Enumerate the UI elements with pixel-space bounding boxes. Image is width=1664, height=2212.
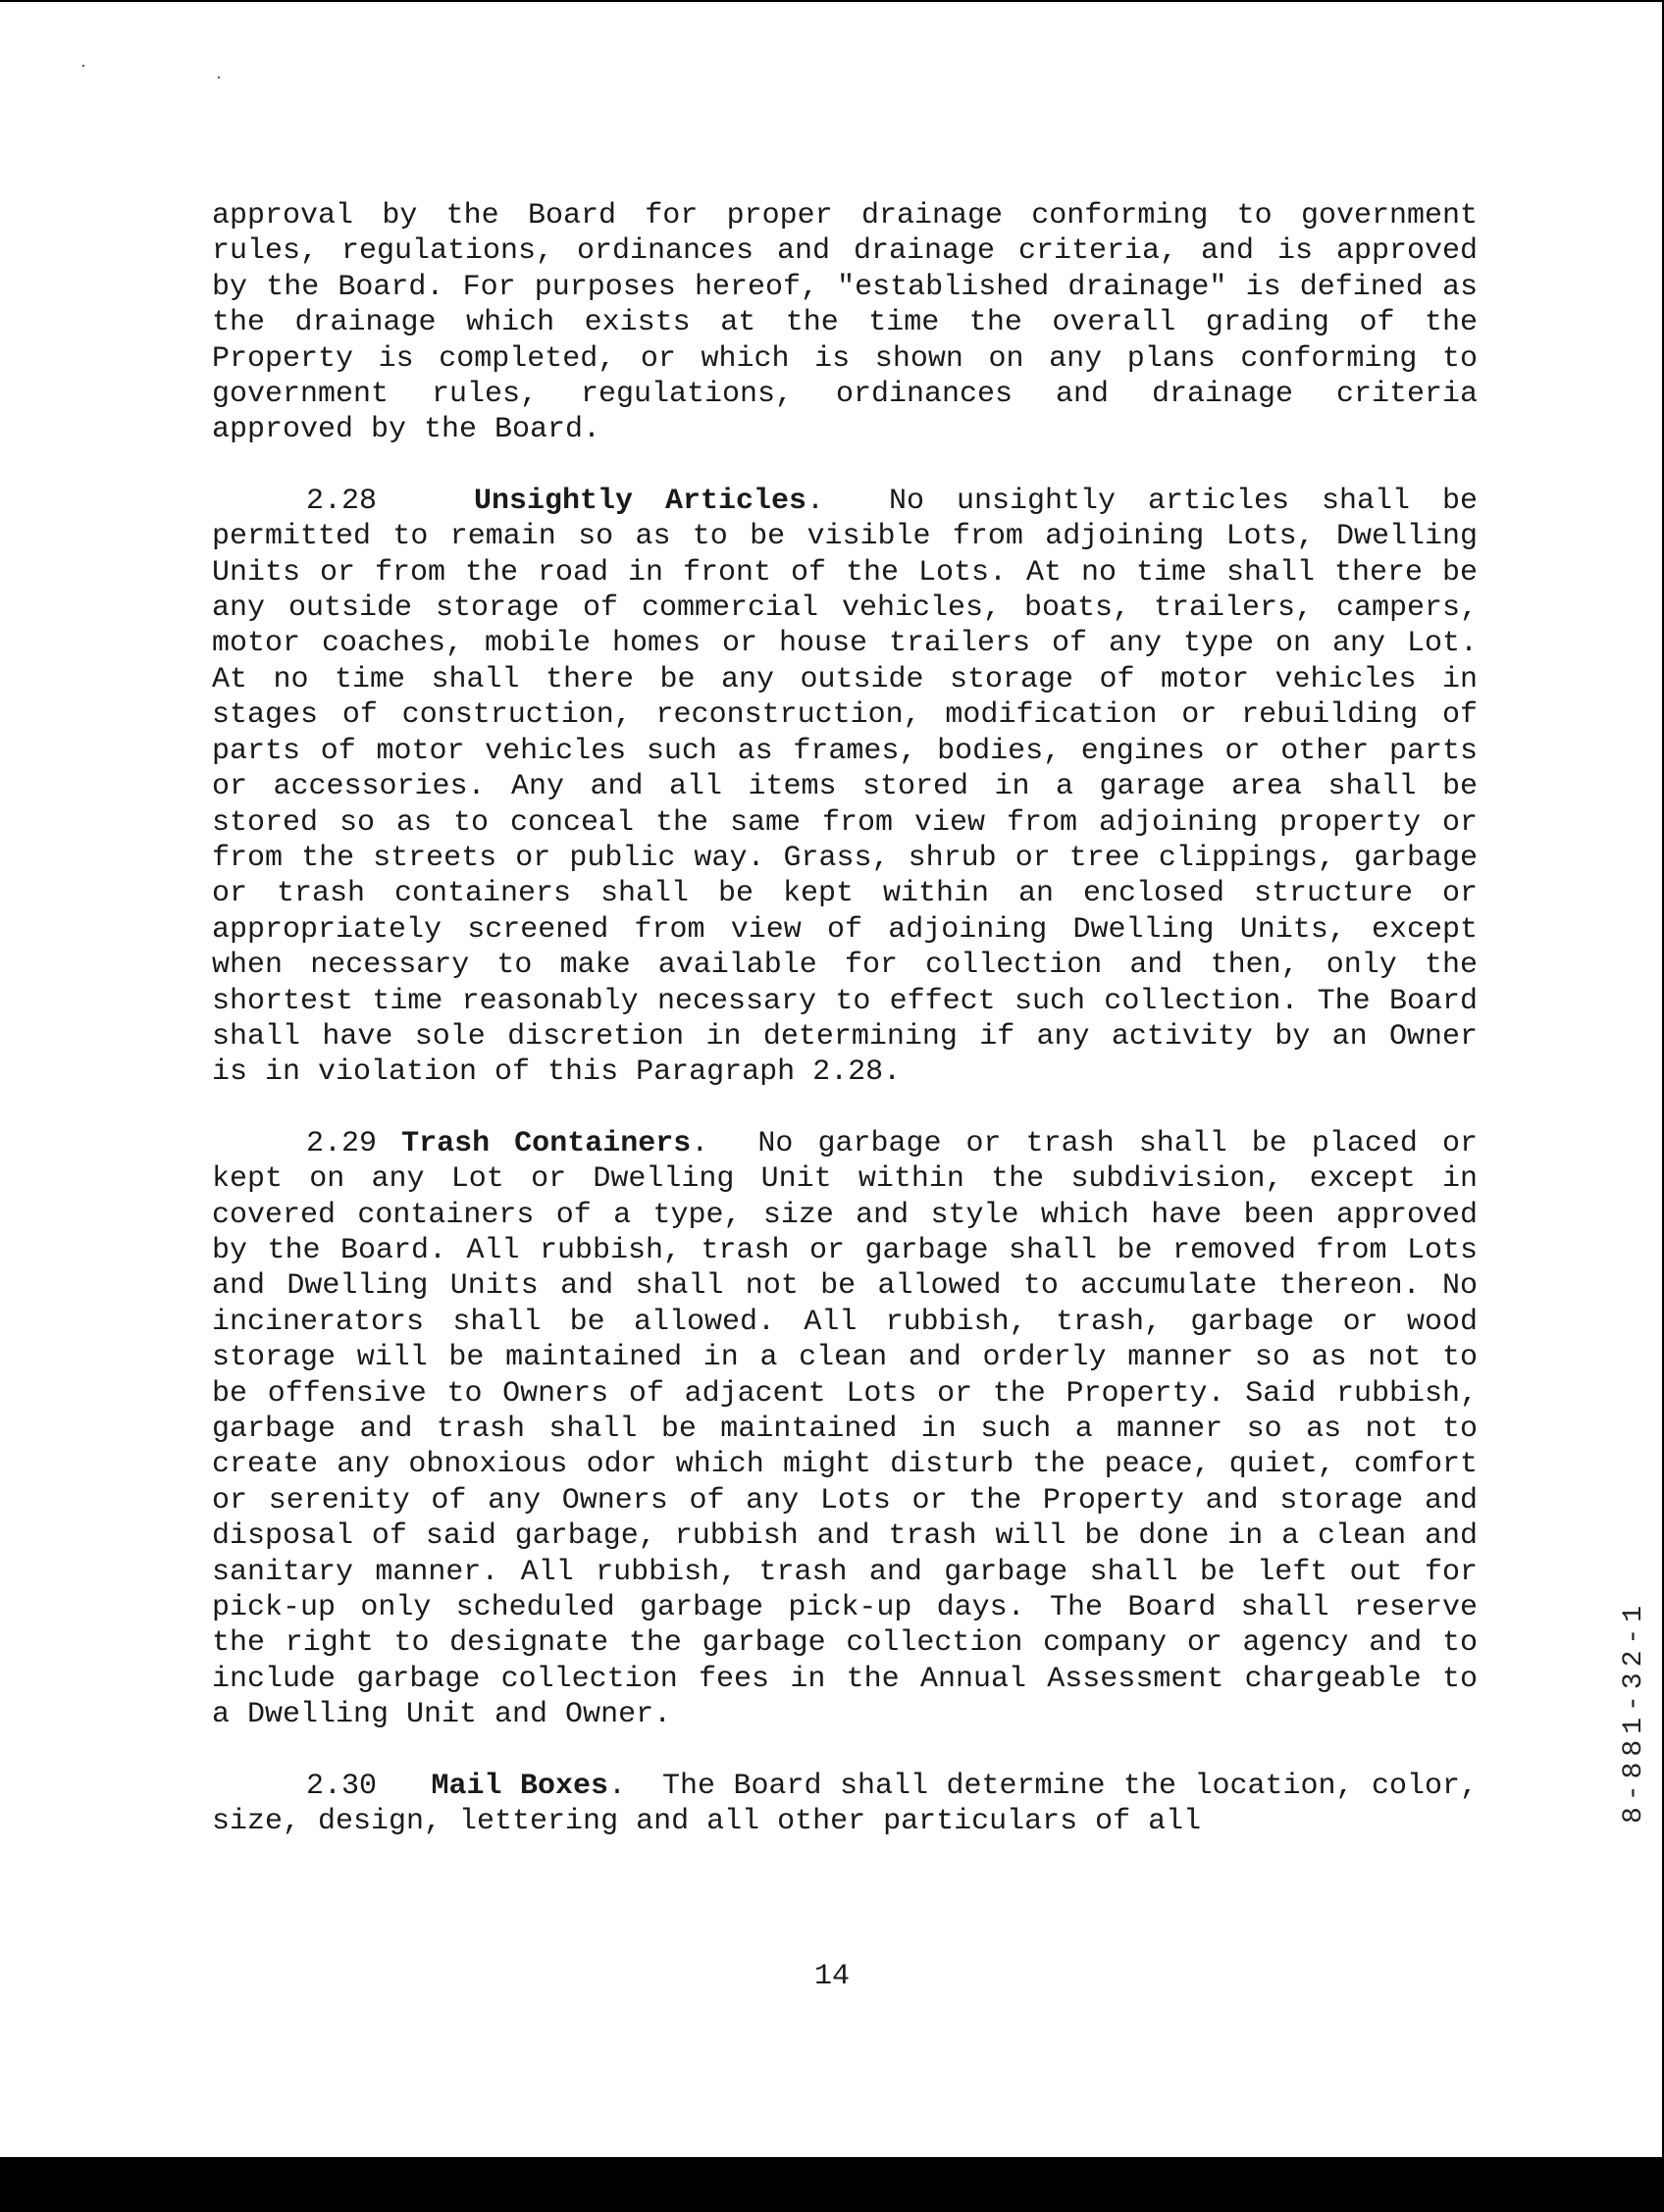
document-body xyxy=(212,198,1478,1875)
section-2-29: 2.29 Trash Containers. No garbage or trash shall be placed or kept on any Lot or Dwelling Unit within the subdivision, except in covered containers of a type, size and style which have been approved by the Board. All rubbish, trash or garbage shall be removed from Lots and Dwelling Units and shall not be allowed to accumulate thereon. No incinerators shall be allowed. All rubbish, trash, garbage or wood storage will be maintained in a clean and orderly manner so as not to be offensive to Owners of adjacent Lots or the Property. Said rubbish, garbage and trash shall be maintained in such a manner so as not to create any obnoxious odor which might disturb the peace, quiet, comfort or serenity of any Owners of any Lots or the Property and storage and disposal of said garbage, rubbish and trash will be done in a clean and sanitary manner. All rubbish, trash and garbage shall be left out for pick-up only scheduled garbage pick-up days. The Board shall reserve the right to designate the garbage collection company or agency and to include garbage collection fees in the Annual Assessment chargeable to a Dwelling Unit and Owner. xyxy=(212,1126,1478,1732)
scan-speck xyxy=(82,65,84,67)
section-body: The Board shall determine the location, color, size, design, lettering and all other particulars of all xyxy=(212,1769,1479,1839)
section-heading: Mail Boxes xyxy=(431,1769,608,1803)
section-2-30: 2.30 Mail Boxes. The Board shall determine the location, color, size, design, lettering and all other particulars of all xyxy=(212,1769,1479,1839)
section-number: 2.28 xyxy=(306,484,378,518)
section-number: 2.29 xyxy=(306,1126,378,1160)
section-heading: Trash Containers xyxy=(401,1126,692,1160)
scan-bottom-edge xyxy=(0,2157,1664,2212)
page-number: 14 xyxy=(813,1960,850,1993)
section-2-28: 2.28 Unsightly Articles. No unsightly articles shall be permitted to remain so as to be visible from adjoining Lots, Dwelling Units or from the road in front of the Lots. At no time shall there be any outside storage of commercial vehicles, boats, trailers, campers, motor coaches, mobile homes or house trailers of any type on any Lot. At no time shall there be any outside storage of motor vehicles in stages of construction, reconstruction, modification or rebuilding of parts of motor vehicles such as frames, bodies, engines or other parts or accessories. Any and all items stored in a garage area shall be stored so as to conceal the same from view from adjoining property or from the streets or public way. Grass, shrub or tree clippings, garbage or trash containers shall be kept within an enclosed structure or appropriately screened from view of adjoining Dwelling Units, except when necessary to make available for collection and then, only the shortest time reasonably necessary to effect such collection. The Board shall have sole discretion in determining if any activity by an Owner is in violation of this Paragraph 2.28. xyxy=(212,484,1478,1090)
section-number: 2.30 xyxy=(306,1769,378,1803)
scan-speck xyxy=(218,77,220,78)
section-body: No unsightly articles shall be permitted to remain so as to be visible from adjoining Lots, Dwelling Units or from the road in front of the Lots. At no time shall there be any outside storage of commercial vehicles, boats, trailers, campers, motor coaches, mobile homes or house trailers of any type on any Lot. At no time shall there be any outside storage of motor vehicles in stages of construction, reconstruction, modification or rebuilding of parts of motor vehicles such as frames, bodies, engines or other parts or accessories. Any and all items stored in a garage area shall be stored so as to conceal the same from view from adjoining property or from the streets or public way. Grass, shrub or tree clippings, garbage or trash containers shall be kept within an enclosed structure or appropriately screened from view of adjoining Dwelling Units, except when necessary to make available for collection and then, only the shortest time reasonably necessary to effect such collection. The Board shall have sole discretion in determining if any activity by an Owner is in violation of this Paragraph 2.28. xyxy=(212,484,1478,1090)
section-heading: Unsightly Articles xyxy=(473,484,807,518)
continuation-paragraph: approval by the Board for proper drainage conforming to government rules, regulations, ordinances and drainage criteria, and is approved by the Board. For purposes hereof, "established drainage" is defined as the drainage which exists at the time the overall grading of the Property is completed, or which is shown on any plans conforming to government rules, regulations, ordinances and drainage criteria approved by the Board. xyxy=(212,199,1478,447)
section-body: No garbage or trash shall be placed or kept on any Lot or Dwelling Unit within the subdivision, except in covered containers of a type, size and style which have been approved by the Board. All rubbish, trash or garbage shall be removed from Lots and Dwelling Units and shall not be allowed to accumulate thereon. No incinerators shall be allowed. All rubbish, trash, garbage or wood storage will be maintained in a clean and orderly manner so as not to be offensive to Owners of adjacent Lots or the Property. Said rubbish, garbage and trash shall be maintained in such a manner so as not to create any obnoxious odor which might disturb the peace, quiet, comfort or serenity of any Owners of any Lots or the Property and storage and disposal of said garbage, rubbish and trash will be done in a clean and sanitary manner. All rubbish, trash and garbage shall be left out for pick-up only scheduled garbage pick-up days. The Board shall reserve the right to designate the garbage collection company or agency and to include garbage collection fees in the Annual Assessment chargeable to a Dwelling Unit and Owner. xyxy=(212,1126,1478,1732)
recording-stamp: 8-881-32-1 xyxy=(1619,1599,1649,1825)
